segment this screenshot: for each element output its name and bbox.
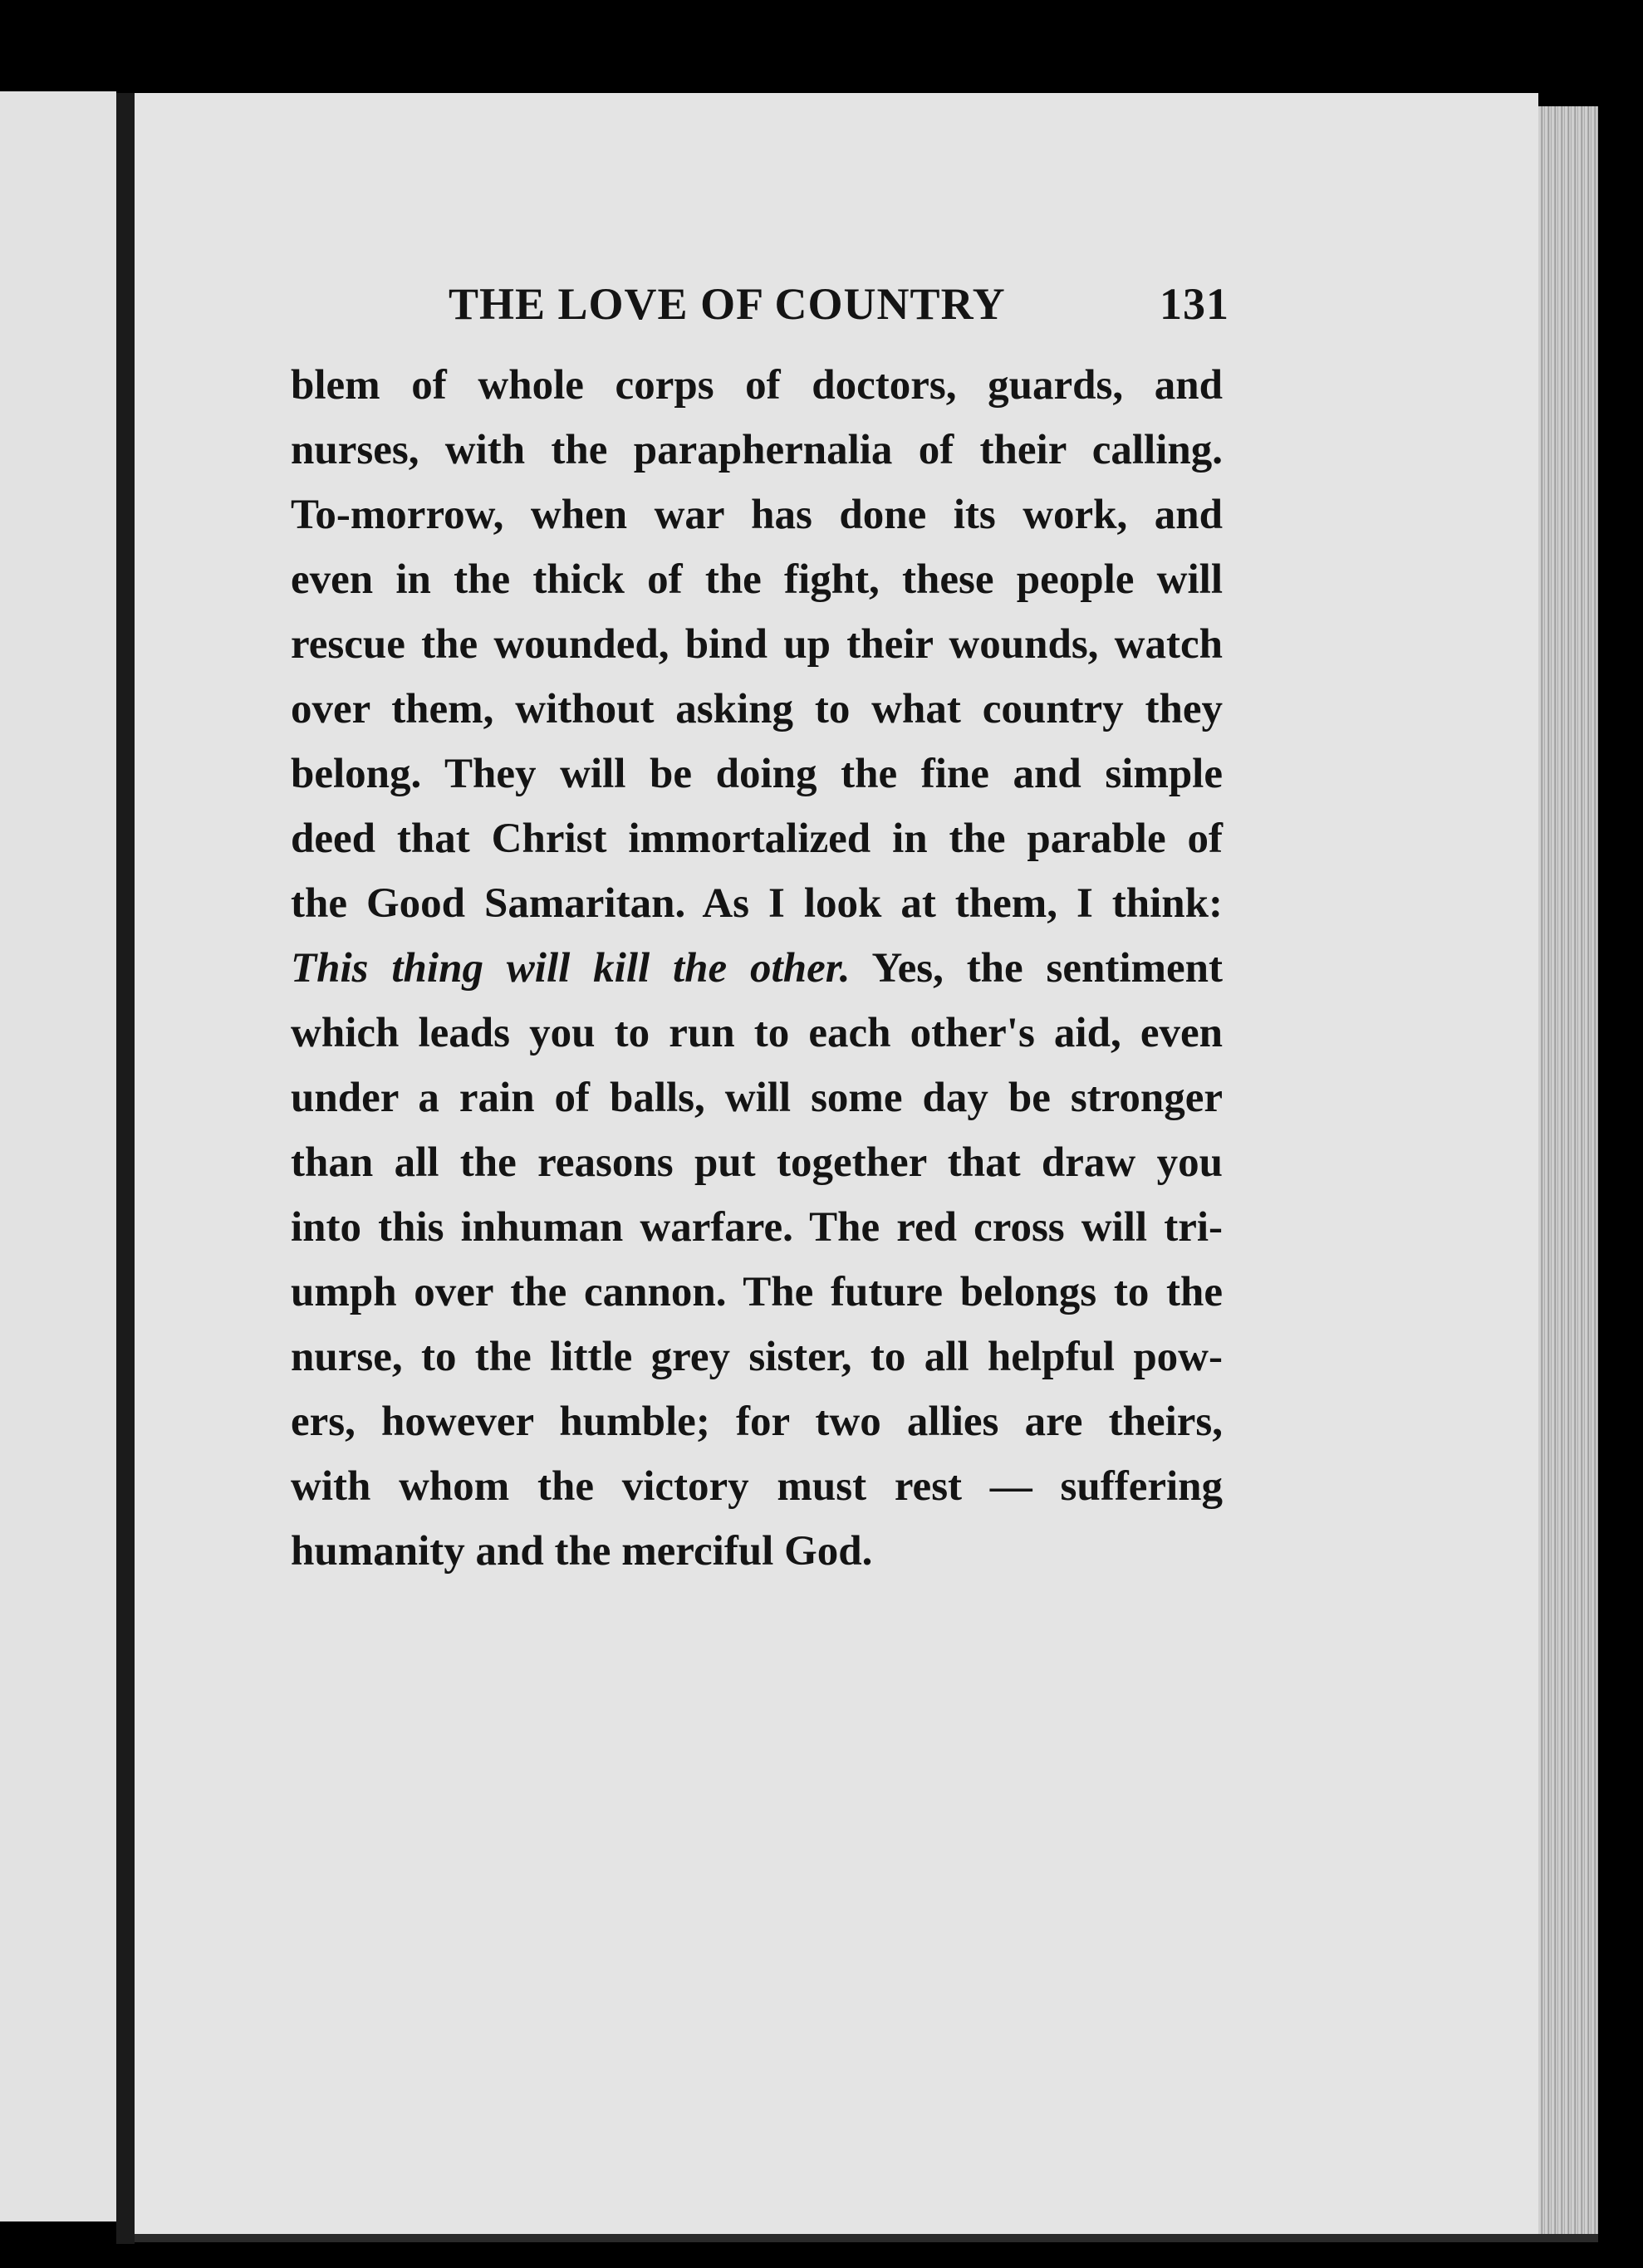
text-line: over them, without asking to what country they: [291, 686, 1223, 732]
facing-page-edge: [0, 91, 116, 2221]
text-line: blem of whole corps of doctors, guards, and: [291, 362, 1223, 409]
text-line: To-morrow, when war has done its work, and: [291, 492, 1223, 538]
page-stack-edges: [1538, 106, 1598, 2241]
text-line: rescue the wounded, bind up their wounds, watch: [291, 621, 1223, 668]
bottom-edge-shadow: [135, 2234, 1598, 2242]
running-head: THE LOVE OF COUNTRY: [449, 279, 1006, 329]
text-line: umph over the cannon. The future belongs to the: [291, 1269, 1223, 1315]
text-line: the Good Samaritan. As I look at them, I think:: [291, 880, 1223, 927]
page-number: 131: [1160, 279, 1229, 329]
text-line: nurses, with the paraphernalia of their calling.: [291, 427, 1223, 473]
body-text: [291, 353, 1223, 1584]
text-line: belong. They will be doing the fine and simple: [291, 751, 1223, 797]
text-line-mixed: [291, 936, 1223, 1001]
text-line: under a rain of balls, will some day be stronger: [291, 1075, 1223, 1121]
text-line: than all the reasons put together that draw you: [291, 1139, 1223, 1186]
text-line: with whom the victory must rest — suffering: [291, 1463, 1223, 1510]
text-line-final: humanity and the merciful God.: [291, 1528, 873, 1575]
text-line: ers, however humble; for two allies are theirs,: [291, 1399, 1223, 1445]
text-line: even in the thick of the fight, these people will: [291, 556, 1223, 603]
book-gutter: [116, 93, 135, 2244]
text-line-rest: Yes, the sentiment: [850, 945, 1223, 992]
text-line: which leads you to run to each other's aid, even: [291, 1010, 1223, 1056]
italic-phrase: This thing will kill the other.: [291, 945, 851, 992]
text-line: into this inhuman warfare. The red cross will tri-: [291, 1204, 1223, 1251]
text-line: deed that Christ immortalized in the parable of: [291, 816, 1223, 862]
text-line: nurse, to the little grey sister, to all helpful pow-: [291, 1334, 1223, 1380]
